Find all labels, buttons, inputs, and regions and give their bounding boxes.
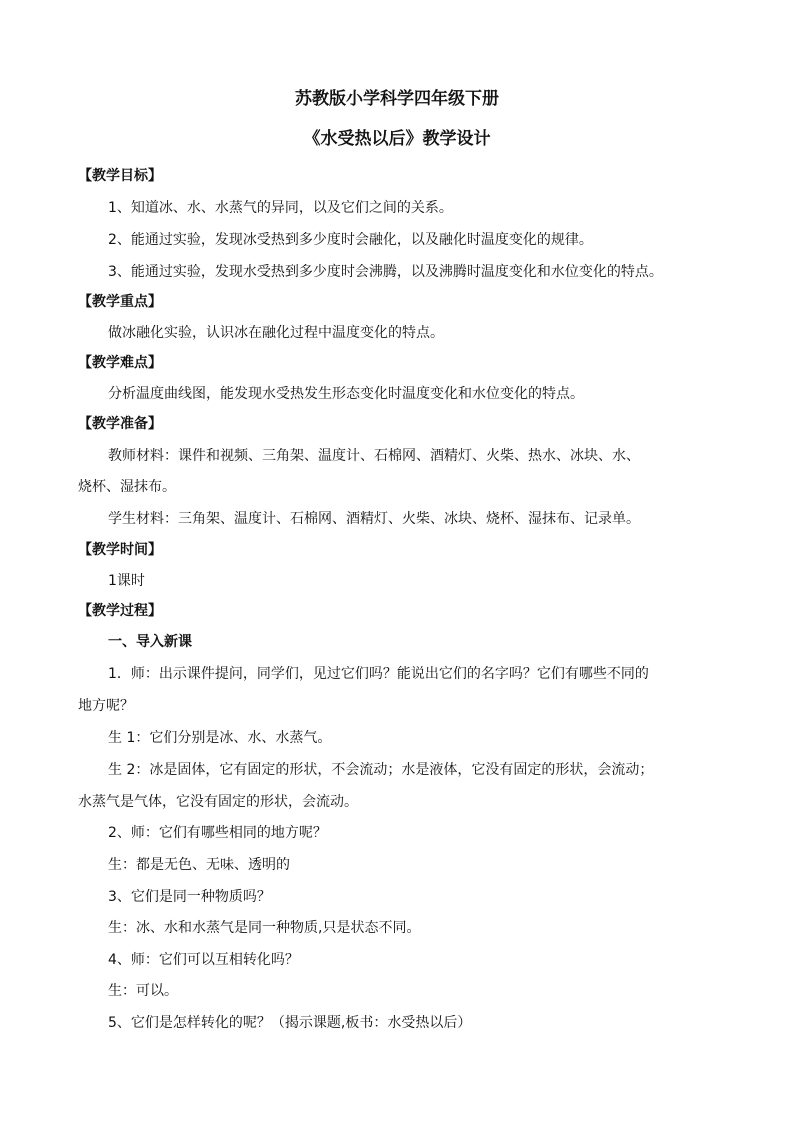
- goal-item-1: 1、知道冰、水、水蒸气的异同，以及它们之间的关系。: [108, 200, 453, 216]
- process-line: 水蒸气是气体，它没有固定的形状，会流动。: [78, 794, 358, 810]
- process-line: 生 1：它们分别是冰、水、水蒸气。: [108, 730, 332, 746]
- goal-item-2: 2、能通过实验，发现冰受热到多少度时会融化，以及融化时温度变化的规律。: [108, 232, 593, 248]
- student-materials: 学生材料：三角架、温度计、石棉网、酒精灯、火柴、冰块、烧杯、湿抹布、记录单。: [108, 511, 640, 527]
- process-part1-title: 一、导入新课: [108, 634, 192, 650]
- process-line: 1．师：出示课件提问，同学们，见过它们吗？能说出它们的名字吗？它们有哪些不同的: [108, 666, 649, 682]
- process-line: 4、师：它们可以互相转化吗？: [108, 952, 299, 968]
- difficulties-text: 分析温度曲线图，能发现水受热发生形态变化时温度变化和水位变化的特点。: [108, 386, 584, 402]
- process-line: 生：冰、水和水蒸气是同一种物质,只是状态不同。: [108, 920, 421, 936]
- time-text: 1课时: [108, 573, 145, 589]
- process-line: 生：可以。: [108, 983, 178, 999]
- process-line: 生：都是无色、无味、透明的: [108, 857, 290, 873]
- teacher-materials-line2: 烧杯、湿抹布。: [78, 479, 176, 495]
- preparation-heading: 【教学准备】: [78, 416, 162, 432]
- key-points-heading: 【教学重点】: [78, 294, 162, 310]
- process-line: 地方呢？: [78, 698, 134, 714]
- process-line: 2、师：它们有哪些相同的地方呢？: [108, 825, 327, 841]
- teacher-materials-line1: 教师材料：课件和视频、三角架、温度计、石棉网、酒精灯、火柴、热水、冰块、水、: [108, 448, 640, 464]
- key-points-text: 做冰融化实验，认识冰在融化过程中温度变化的特点。: [108, 325, 444, 341]
- goal-item-3: 3、能通过实验，发现水受热到多少度时会沸腾，以及沸腾时温度变化和水位变化的特点。: [108, 264, 663, 280]
- process-line: 生 2：冰是固体，它有固定的形状，不会流动；水是液体，它没有固定的形状，会流动；: [108, 762, 654, 778]
- document-subtitle: 《水受热以后》教学设计: [303, 129, 491, 149]
- process-heading: 【教学过程】: [78, 603, 162, 619]
- document-title: 苏教版小学科学四年级下册: [295, 89, 499, 109]
- goals-heading: 【教学目标】: [78, 168, 162, 184]
- process-line: 3、它们是同一种物质吗？: [108, 889, 271, 905]
- process-line: 5、它们是怎样转化的呢？（揭示课题,板书：水受热以后）: [108, 1015, 472, 1031]
- time-heading: 【教学时间】: [78, 542, 162, 558]
- difficulties-heading: 【教学难点】: [78, 355, 162, 371]
